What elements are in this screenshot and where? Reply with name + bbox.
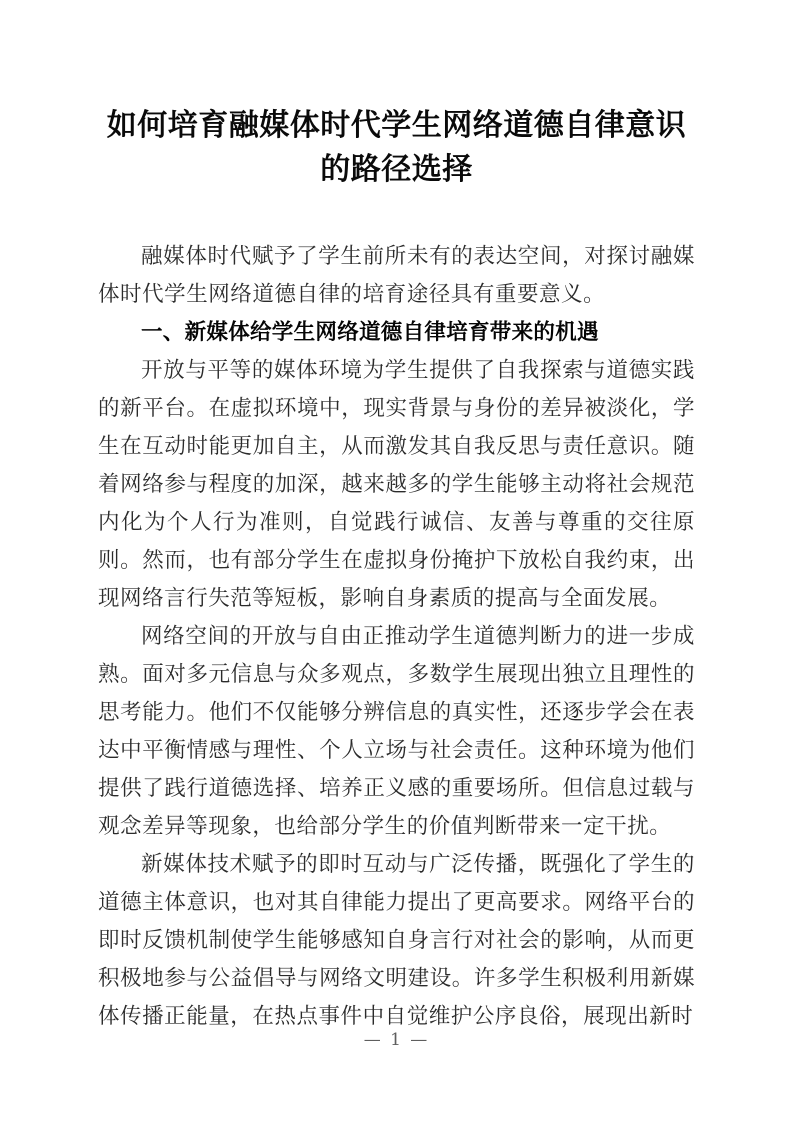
- page-number: — 1 —: [363, 1030, 430, 1050]
- paragraph-body-2: 网络空间的开放与自由正推动学生道德判断力的进一步成熟。面对多元信息与众多观点，多数学生展现出独立且理性的思考能力。他们不仅能够分辨信息的真实性，还逐步学会在表达中平衡情感与理性、个人立场与社会责任。这种环境为他们提供了践行道德选择、培养正义感的重要场所。但信息过载与观念差异等现象，也给部分学生的价值判断带来一定干扰。: [98, 624, 695, 839]
- page-footer: [0, 1030, 793, 1050]
- page-title-line-1: 如何培育融媒体时代学生网络道德自律意: [106, 108, 656, 143]
- page-title: [98, 0, 695, 192]
- paragraph-body-3: 新媒体技术赋予的即时互动与广泛传播，既强化了学生的道德主体意识，也对其自律能力提出了更高要求。网络平台的即时反馈机制使学生能够感知自身言行对社会的影响，从而更积极地参与公益倡导与网络文明建设。许多学生积极利用新媒体传播正能量，在热点事件中自觉维护公序良俗，展现出新时: [98, 852, 695, 1029]
- paragraph-intro: 融媒体时代赋予了学生前所未有的表达空间，对探讨融媒体时代学生网络道德自律的培育途径具有重要意义。: [98, 244, 695, 307]
- document-text-column: [98, 0, 695, 1036]
- paragraph-body-1: 开放与平等的媒体环境为学生提供了自我探索与道德实践的新平台。在虚拟环境中，现实背景与身份的差异被淡化，学生在互动时能更加自主，从而激发其自我反思与责任意识。随着网络参与程度的加深，越来越多的学生能够主动将社会规范内化为个人行为准则，自觉践行诚信、友善与尊重的交往原则。然而，也有部分学生在虚拟身份掩护下放松自我约束，出现网络言行失范等短板，影响自身素质的提高与全面发展。: [98, 358, 695, 611]
- section-heading-1: 一、新媒体给学生网络道德自律培育带来的机遇: [141, 320, 599, 345]
- page-title-line-2: 识的路径选择: [320, 108, 687, 187]
